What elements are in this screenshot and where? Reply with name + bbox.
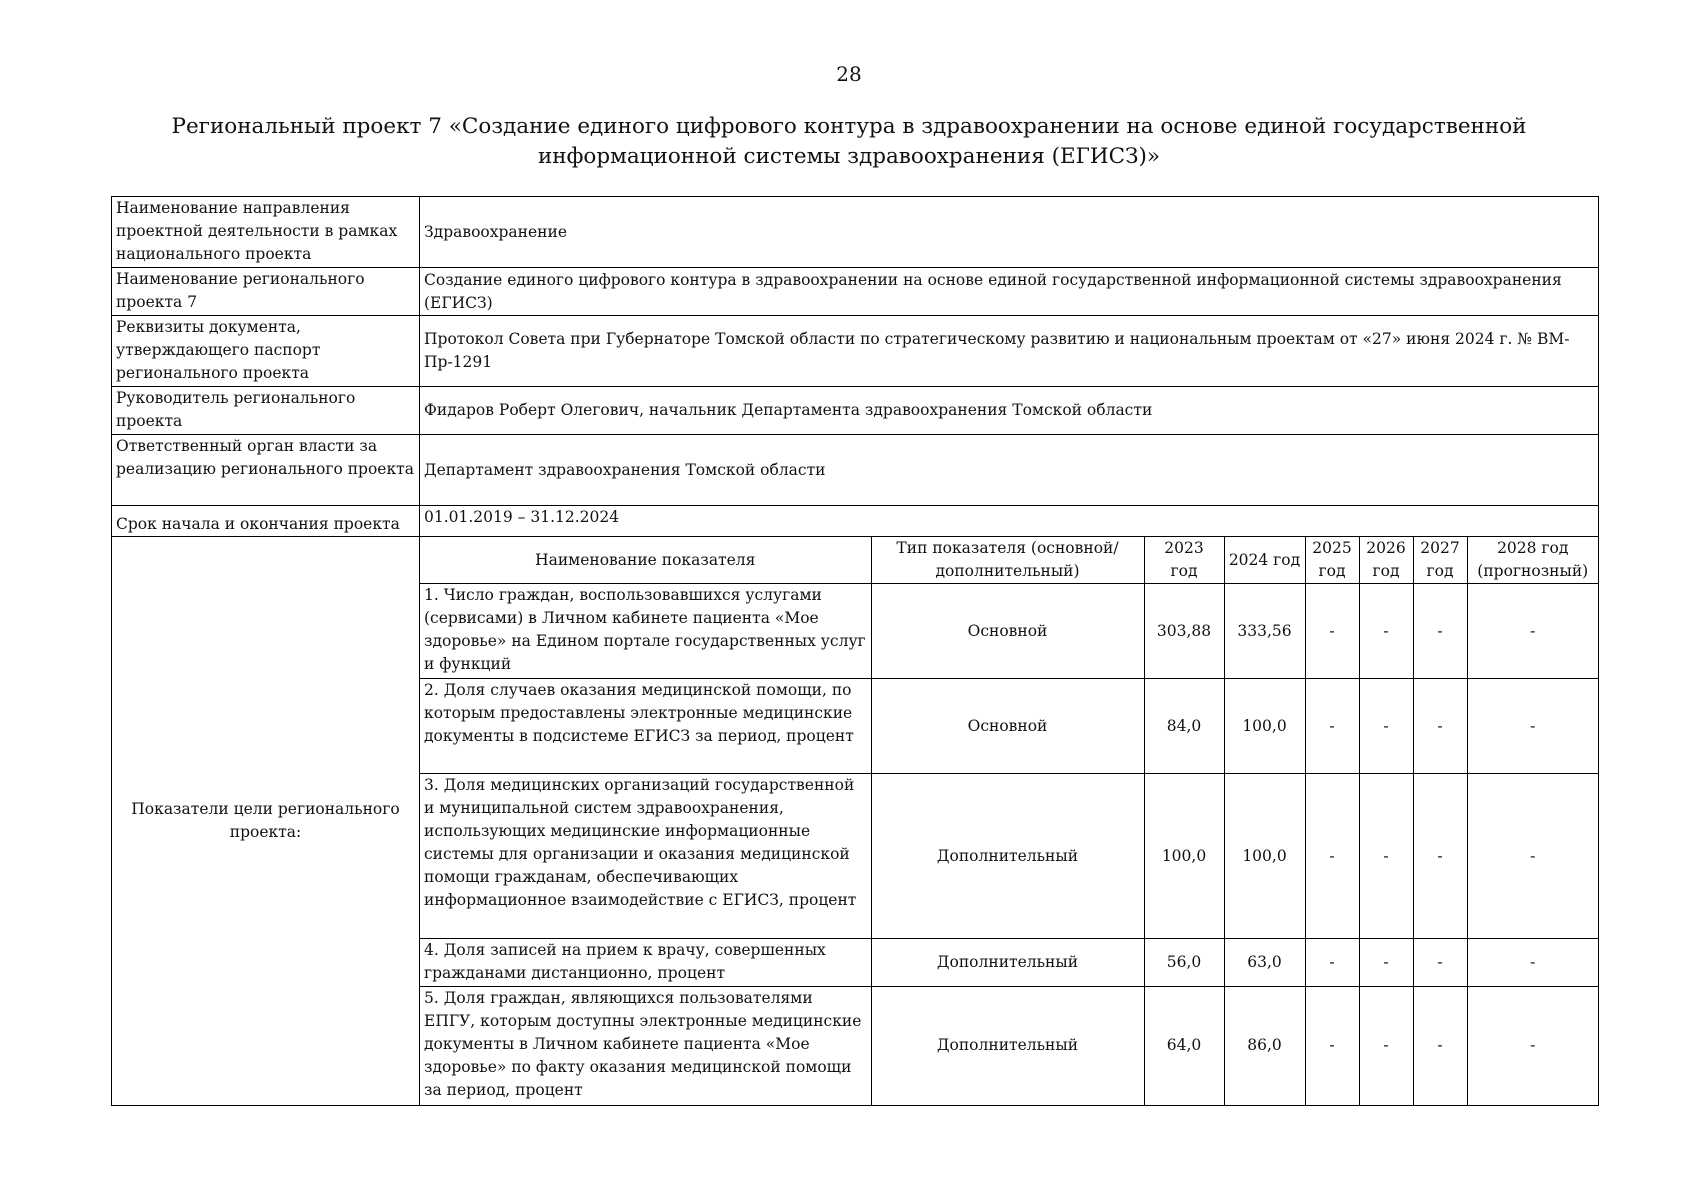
passport-value: Протокол Совета при Губернаторе Томской области по стратегическому развитию и национальным проектам от «27» июня 2024 г. № ВМ-Пр-1291 [420,316,1599,387]
indicator-value-2026: - [1359,939,1413,987]
indicator-row [420,939,1598,987]
indicator-row [420,774,1598,939]
indicator-value-2028: - [1467,987,1598,1105]
header-indicator-type: Тип показателя (основной/дополнительный) [871,537,1144,584]
passport-label: Реквизиты документа, утверждающего паспорт регионального проекта [112,316,420,387]
indicator-value-2026: - [1359,774,1413,939]
indicator-value-2026: - [1359,584,1413,679]
indicator-value-2024: 63,0 [1224,939,1305,987]
passport-value: Департамент здравоохранения Томской области [420,435,1599,506]
passport-row [112,316,1599,387]
indicator-type: Дополнительный [871,987,1144,1105]
page-number: 28 [836,62,862,86]
indicator-value-2024: 100,0 [1224,774,1305,939]
indicator-value-2028: - [1467,679,1598,774]
header-year-2028: 2028 год (прогнозный) [1467,537,1598,584]
indicator-row [420,584,1598,679]
indicator-value-2023: 64,0 [1144,987,1224,1105]
indicator-name: 1. Число граждан, воспользовавшихся услугами (сервисами) в Личном кабинете пациента «Мое здоровье» на Едином портале государственных услуг и функций [420,584,871,679]
indicators-table [420,537,1598,1105]
indicator-value-2025: - [1305,774,1359,939]
indicator-value-2024: 86,0 [1224,987,1305,1105]
indicator-value-2025: - [1305,584,1359,679]
indicator-type: Дополнительный [871,774,1144,939]
document-title [150,112,1548,172]
indicator-name: 5. Доля граждан, являющихся пользователями ЕПГУ, которым доступны электронные медицинские документы в Личном кабинете пациента «Мое здоровье» по факту оказания медицинской помощи за период, процент [420,987,871,1105]
indicator-value-2026: - [1359,987,1413,1105]
passport-label: Наименование направления проектной деятельности в рамках национального проекта [112,197,420,268]
passport-indicators-row [112,537,1599,1106]
indicator-value-2025: - [1305,987,1359,1105]
document-title-line-1: Региональный проект 7 «Создание единого цифрового контура в здравоохранении на основе единой государственной [171,114,1527,139]
indicators-header-row [420,537,1598,584]
header-year-2026: 2026 год [1359,537,1413,584]
header-year-2023: 2023 год [1144,537,1224,584]
indicator-value-2024: 100,0 [1224,679,1305,774]
indicator-value-2025: - [1305,679,1359,774]
indicator-value-2027: - [1413,584,1467,679]
passport-row [112,197,1599,268]
header-year-2024: 2024 год [1224,537,1305,584]
passport-row [112,506,1599,537]
indicators-cell [420,537,1599,1106]
indicator-value-2027: - [1413,987,1467,1105]
indicator-value-2023: 56,0 [1144,939,1224,987]
passport-row [112,268,1599,316]
indicator-value-2027: - [1413,774,1467,939]
passport-label: Наименование регионального проекта 7 [112,268,420,316]
indicator-name: 2. Доля случаев оказания медицинской помощи, по которым предоставлены электронные медицинские документы в подсистеме ЕГИСЗ за период, процент [420,679,871,774]
passport-label: Ответственный орган власти за реализацию регионального проекта [112,435,420,506]
indicator-value-2028: - [1467,939,1598,987]
passport-value: 01.01.2019 – 31.12.2024 [420,506,1599,537]
indicator-type: Основной [871,679,1144,774]
indicator-type: Дополнительный [871,939,1144,987]
passport-label: Срок начала и окончания проекта [112,506,420,537]
header-year-2025: 2025 год [1305,537,1359,584]
document-title-line-2: информационной системы здравоохранения (ЕГИСЗ)» [537,144,1161,169]
indicator-value-2024: 333,56 [1224,584,1305,679]
indicator-name: 3. Доля медицинских организаций государственной и муниципальной систем здравоохранения, использующих медицинские информационные системы для организации и оказания медицинской помощи гражданам, обеспечивающих информационное взаимодействие с ЕГИСЗ, процент [420,774,871,939]
header-indicator-name: Наименование показателя [420,537,871,584]
indicator-value-2023: 84,0 [1144,679,1224,774]
indicator-name: 4. Доля записей на прием к врачу, совершенных гражданами дистанционно, процент [420,939,871,987]
indicator-value-2027: - [1413,939,1467,987]
indicator-value-2028: - [1467,584,1598,679]
passport-row [112,387,1599,435]
passport-value: Создание единого цифрового контура в здравоохранении на основе единой государственной информационной системы здравоохранения (ЕГИСЗ) [420,268,1599,316]
indicator-value-2028: - [1467,774,1598,939]
indicator-row [420,679,1598,774]
passport-label: Руководитель регионального проекта [112,387,420,435]
indicators-section-label: Показатели цели регионального проекта: [112,537,420,1106]
indicator-value-2023: 303,88 [1144,584,1224,679]
indicator-value-2025: - [1305,939,1359,987]
passport-value: Здравоохранение [420,197,1599,268]
header-year-2027: 2027 год [1413,537,1467,584]
indicator-value-2026: - [1359,679,1413,774]
indicator-value-2027: - [1413,679,1467,774]
passport-row [112,435,1599,506]
indicator-row [420,987,1598,1105]
project-passport-table [111,196,1599,1106]
indicator-type: Основной [871,584,1144,679]
indicator-value-2023: 100,0 [1144,774,1224,939]
passport-value: Фидаров Роберт Олегович, начальник Департамента здравоохранения Томской области [420,387,1599,435]
